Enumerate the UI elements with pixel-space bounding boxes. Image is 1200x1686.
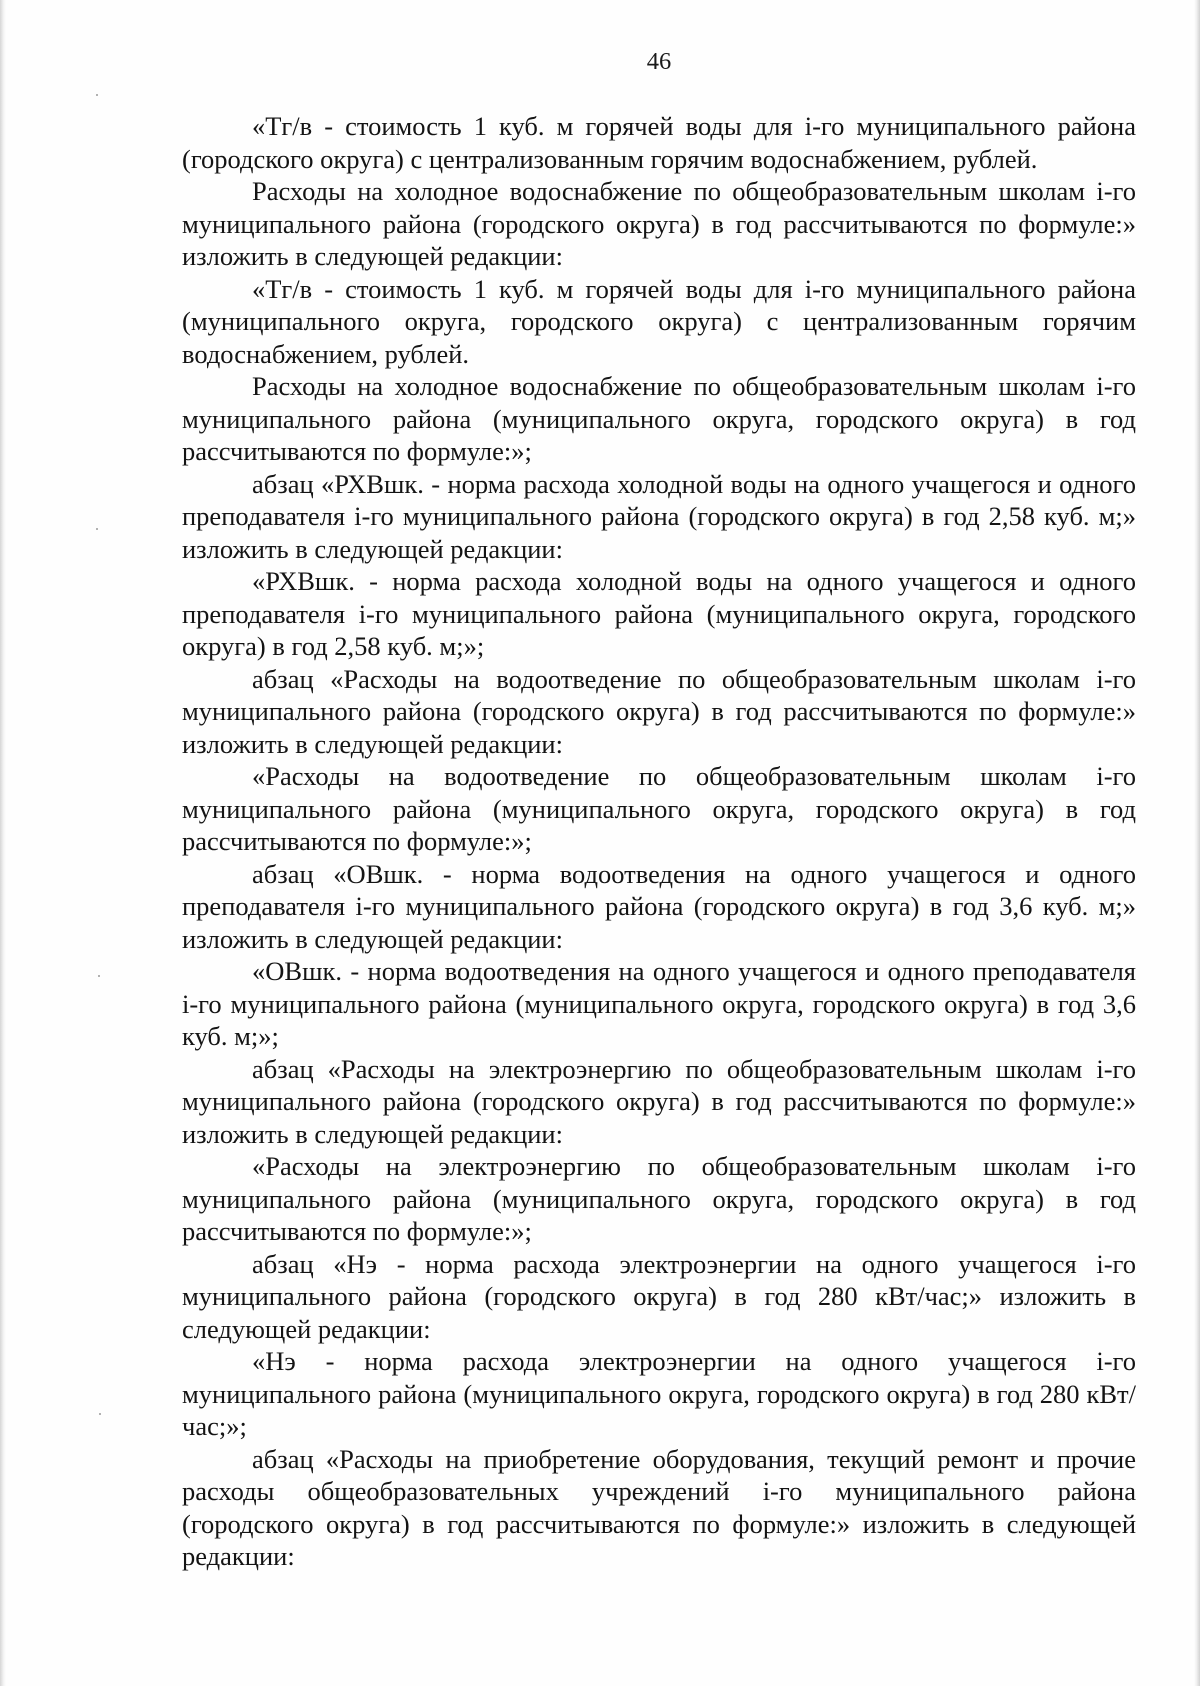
scan-edge-left [0, 0, 6, 1686]
paragraph: «Расходы на электроэнергию по общеобразовательным школам i-го муниципального района (муниципального округа, городского округа) в год рассчитываются по формуле:»; [182, 1151, 1136, 1246]
paragraph: абзац «Расходы на водоотведение по общеобразовательным школам i-го муниципального района (городского округа) в год рассчитываются по формуле:» изложить в следующей редакции: [182, 663, 1136, 759]
paragraph: абзац «Расходы на приобретение оборудования, текущий ремонт и прочие расходы общеобразовательных учреждений i-го муниципального района (городского округа) в год рассчитываются по формуле:» изложить в следующей редакции: [182, 1443, 1136, 1571]
paragraph: абзац «Нэ - норма расхода электроэнергии на одного учащегося i-го муниципального района (городского округа) в год 280 кВт/час;» изложить в следующей редакции: [182, 1248, 1136, 1344]
paragraph: Расходы на холодное водоснабжение по общеобразовательным школам i-го муниципального района (муниципального округа, городского округа) в год рассчитываются по формуле:»; [182, 371, 1136, 466]
scan-speck [96, 94, 98, 96]
paragraph: абзац «Расходы на электроэнергию по общеобразовательным школам i-го муниципального района (городского округа) в год рассчитываются по формуле:» изложить в следующей редакции: [182, 1053, 1136, 1149]
paragraph: «РХВшк. - норма расхода холодной воды на одного учащегося и одного преподавателя i-го муниципального района (муниципального округа, городского округа) в год 2,58 куб. м;»; [182, 566, 1136, 661]
paragraph: «Расходы на водоотведение по общеобразовательным школам i-го муниципального района (муниципального округа, городского округа) в год рассчитываются по формуле:»; [182, 761, 1136, 856]
scan-speck [98, 975, 100, 977]
paragraph: абзац «ОВшк. - норма водоотведения на одного учащегося и одного преподавателя i-го муниципального района (городского округа) в год 3,6 куб. м;» изложить в следующей редакции: [182, 858, 1136, 954]
document-body [182, 110, 1136, 1573]
paragraph: «Тг/в - стоимость 1 куб. м горячей воды для i-го муниципального района (городского округа) с централизованным горячим водоснабжением, рублей. [182, 111, 1136, 174]
page-number: 46 [646, 48, 672, 75]
paragraph: «Тг/в - стоимость 1 куб. м горячей воды для i-го муниципального района (муниципального округа, городского округа) с централизованным горячим водоснабжением, рублей. [182, 273, 1136, 369]
paragraph: «Нэ - норма расхода электроэнергии на одного учащегося i-го муниципального района (муниципального округа, городского округа) в год 280 кВт/час;»; [182, 1346, 1136, 1441]
paragraph: Расходы на холодное водоснабжение по общеобразовательным школам i-го муниципального района (городского округа) в год рассчитываются по формуле:» изложить в следующей редакции: [182, 176, 1136, 271]
scan-edge-right [1194, 0, 1200, 1686]
scan-speck [96, 528, 98, 530]
paragraph: абзац «РХВшк. - норма расхода холодной воды на одного учащегося и одного преподавателя i-го муниципального района (городского округа) в год 2,58 куб. м;» изложить в следующей редакции: [182, 468, 1136, 564]
scan-speck [99, 1413, 101, 1415]
paragraph: «ОВшк. - норма водоотведения на одного учащегося и одного преподавателя i-го муниципального района (муниципального округа, городского округа) в год 3,6 куб. м;»; [182, 956, 1136, 1051]
